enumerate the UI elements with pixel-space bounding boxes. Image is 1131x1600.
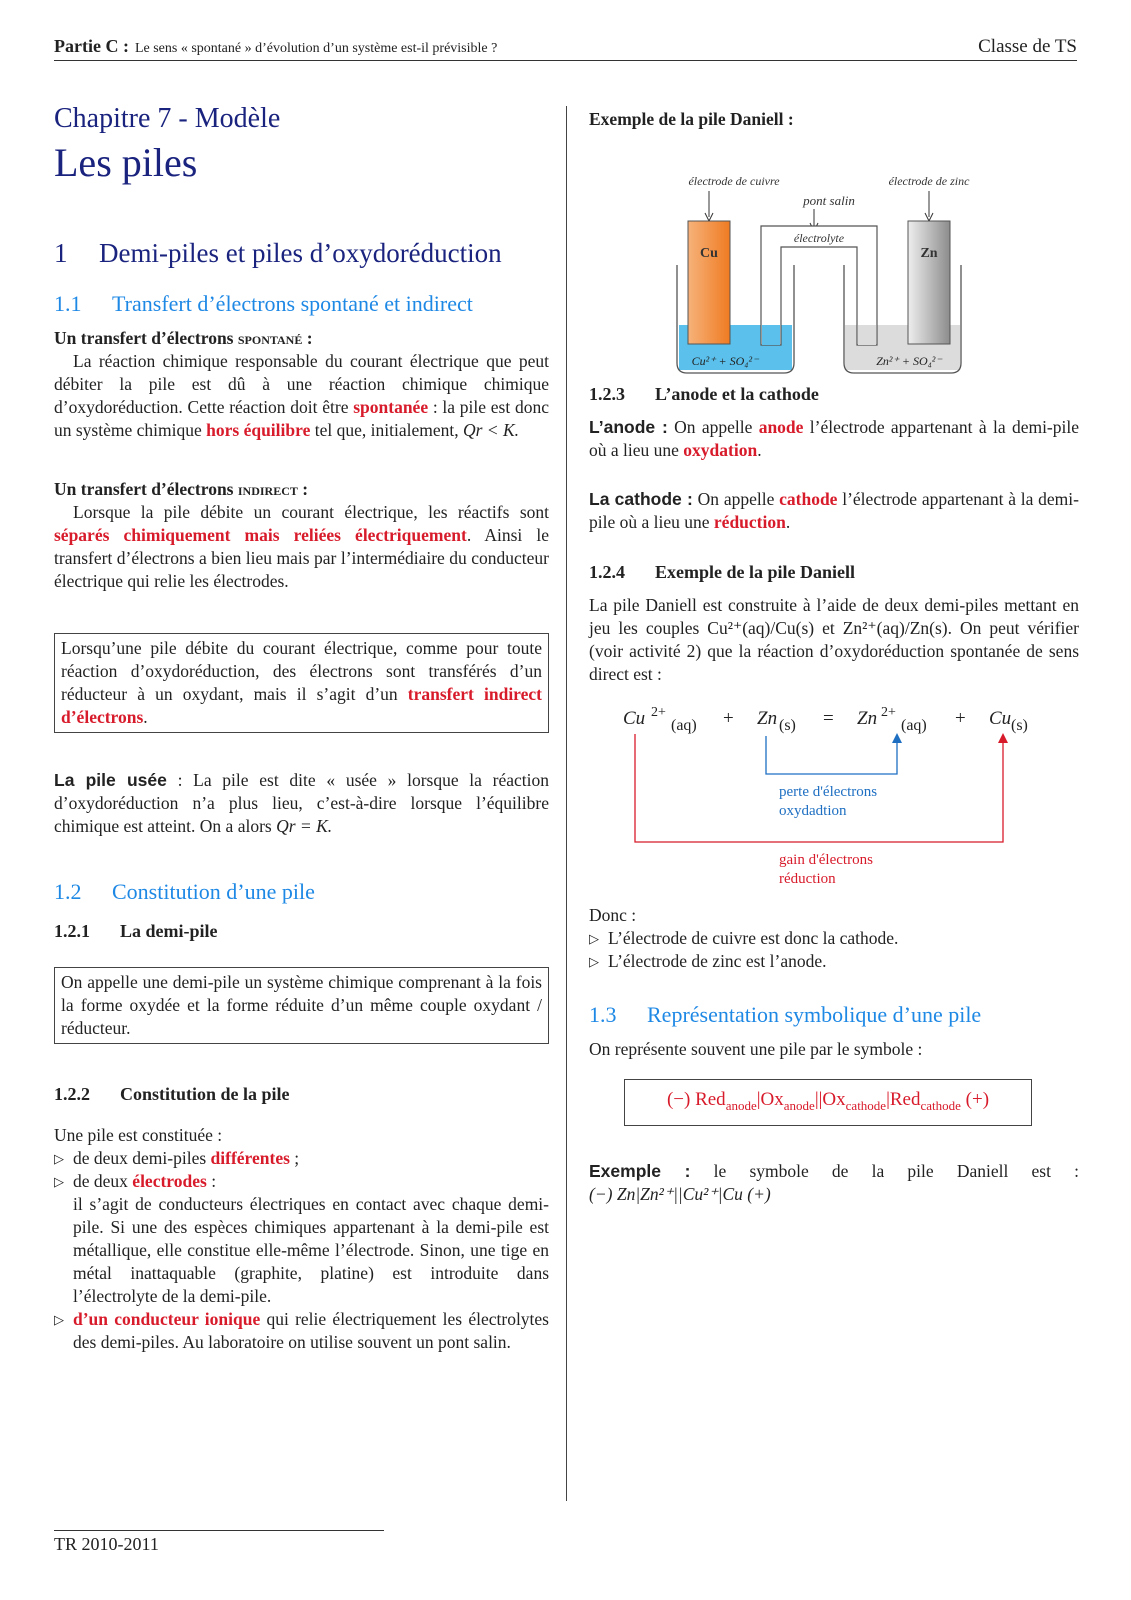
highlight-reduction: réduction — [713, 512, 786, 532]
highlight-anode: anode — [758, 417, 804, 437]
oxidation-arrow — [766, 736, 897, 774]
reaction-diagram — [589, 694, 1079, 894]
label-electrolyte: électrolyte — [793, 231, 845, 245]
column-divider — [566, 106, 567, 1501]
list-item: ▷ L’électrode de cuivre est donc la cathode. — [589, 927, 1079, 950]
paragraph-text: Lorsque la pile débite un courant électrique, les réactifs sont — [73, 502, 549, 522]
donc-intro: Donc : — [589, 905, 637, 925]
section-title: L’anode et la cathode — [655, 384, 819, 404]
chapter-heading: Chapitre 7 - Modèle — [54, 103, 281, 134]
constitution-block — [54, 1124, 549, 1354]
bridge-left-foot — [762, 325, 780, 345]
section-number: 1.2.4 — [589, 562, 625, 582]
anode-definition — [589, 416, 1079, 462]
symbol-sub: anode — [783, 1097, 815, 1113]
indirect-paragraph — [54, 501, 549, 593]
section-title: Constitution d’une pile — [112, 879, 315, 904]
state: (s) — [779, 717, 796, 734]
item-detail: il s’agit de conducteurs électriques en contact avec chaque demi-pile. Si une des espèces chimiques appartenant à la demi-pile est métallique, elle constitue elle-même l’électrode. Sinon, une tige en métal inattaquable (graphite, platine) est introduite dans l’électrolyte de la demi-pile. — [73, 1194, 549, 1306]
page-header — [54, 32, 1077, 61]
label-zn: Zn — [920, 246, 938, 261]
heading-colon: : — [297, 479, 309, 499]
pile-usee-paragraph — [54, 769, 549, 838]
symbol-intro: On représente souvent une pile par le symbole : — [589, 1039, 923, 1059]
definition-box-demi-pile: On appelle une demi-pile un système chimique comprenant à la fois la forme oxydée et la forme réduite d’un même couple oxydant / réducteur. — [54, 967, 549, 1044]
state: (s) — [1011, 717, 1028, 734]
label-zn-solution: Zn²⁺ + SO₄²⁻ — [876, 354, 942, 368]
paragraph-text: La réaction chimique responsable du courant électrique que peut débiter la pile est dû à une réaction chimique chimique d’oxydoréduction. Cette réaction doit être — [54, 351, 549, 417]
label-electrode-cuivre: électrode de cuivre — [688, 174, 780, 188]
highlight-oxydation: oxydation — [683, 440, 758, 460]
section-number: 1.2.3 — [589, 384, 625, 404]
item-text: ; — [289, 1148, 300, 1168]
symbol-part: |Ox — [756, 1089, 784, 1110]
loss-label: perte d'électrons — [779, 784, 878, 800]
spontane-block — [54, 327, 549, 442]
footer-rule — [54, 1530, 384, 1531]
section-number: 1.1 — [54, 291, 82, 316]
plus-sign: + — [955, 708, 966, 729]
box-end: . — [143, 707, 148, 727]
state: (aq) — [671, 717, 697, 734]
section-title: Exemple de la pile Daniell — [655, 562, 855, 582]
definition-text: l’électrode appartenant à la demi-pile où a lieu une — [589, 489, 1079, 532]
product-cu: Cu — [989, 708, 1012, 729]
right-column — [589, 108, 1079, 1206]
symbol-part: ||Ox — [814, 1089, 846, 1110]
highlight-transfert-indirect: transfert indirect d’électrons — [61, 684, 542, 727]
paragraph-text: . Ainsi le transfert d’électrons a bien lieu mais par l’intermédiaire du conducteur électrique qui relie les électrodes. — [54, 525, 549, 591]
arrow-head — [892, 733, 902, 743]
definition-text: l’électrode appartenant à la demi-pile où a lieu une — [589, 417, 1080, 460]
daniell-example-heading: Exemple de la pile Daniell : — [589, 109, 794, 129]
section-number: 1 — [54, 238, 68, 268]
copper-electrode — [688, 221, 730, 344]
daniell-paragraph: La pile Daniell est construite à l’aide de deux demi-piles mettant en jeu les couples Cu²⁺(aq)/Cu(s) et Zn²⁺(aq)/Zn(s). On peut vérifier (voir activité 2) que la réaction d’oxydoréduction spontanée de sens direct est : — [589, 595, 1079, 684]
label-electrode-zinc: électrode de zinc — [888, 174, 970, 188]
charge: 2+ — [881, 705, 896, 720]
section-1-2-4-heading — [589, 560, 1079, 584]
indirect-block — [54, 478, 549, 593]
constitution-list — [54, 1147, 549, 1354]
zinc-electrode — [908, 221, 950, 344]
symbol-sub: anode — [725, 1097, 757, 1113]
heading-text: Un transfert d’électrons — [54, 328, 238, 348]
section-1-2-1-heading — [54, 919, 549, 943]
highlight-cathode: cathode — [779, 489, 838, 509]
heading-text: Un transfert d’électrons — [54, 479, 238, 499]
reactant-cu-ion: Cu — [623, 708, 646, 729]
state: (aq) — [901, 717, 927, 734]
label-pont-salin: pont salin — [803, 193, 855, 208]
spontane-paragraph — [54, 350, 549, 442]
section-title: Transfert d’électrons spontané et indirect — [112, 291, 473, 316]
definition-end: . — [757, 440, 762, 460]
reduction-label: réduction — [779, 871, 836, 887]
item-text: : — [206, 1171, 217, 1191]
example-text: le symbole de la pile Daniell est : — [713, 1160, 1079, 1181]
heading-smallcaps: spontané — [237, 328, 303, 348]
spontane-heading — [54, 327, 549, 350]
highlight-differentes: différentes — [210, 1148, 290, 1168]
equal-sign: = — [823, 708, 834, 729]
section-title: Constitution de la pile — [120, 1084, 290, 1104]
highlight-hors-equilibre: hors équilibre — [206, 420, 311, 440]
section-number: 1.2.1 — [54, 921, 90, 941]
charge: 2+ — [651, 705, 666, 720]
donc-list — [589, 927, 1079, 973]
highlight-separes: séparés chimiquement mais reliées électriquement — [54, 525, 467, 545]
symbol-box — [624, 1079, 1032, 1126]
example-label: Exemple : — [589, 1160, 691, 1181]
section-1-2-2-heading — [54, 1082, 549, 1106]
indirect-heading — [54, 478, 549, 501]
item-text: de deux — [73, 1171, 133, 1191]
box-text: Lorsqu’une pile débite du courant électrique, comme pour toute réaction d’oxydoréduction, des électrons sont transférés d’un réducteur à un oxydant, mais il s’agit d’un — [61, 638, 542, 704]
math-qr-eq-k: Qr = K. — [276, 816, 333, 836]
highlight-conducteur-ionique: d’un conducteur ionique — [73, 1309, 261, 1329]
section-1-heading — [54, 236, 549, 270]
section-1-2-heading — [54, 878, 549, 905]
arrow-head — [998, 733, 1008, 743]
example-formula: (−) Zn|Zn²⁺||Cu²⁺|Cu (+) — [589, 1183, 771, 1204]
oxidation-label: oxydadtion — [779, 803, 847, 819]
item-text: de deux demi-piles — [73, 1148, 211, 1168]
label-cu: Cu — [700, 246, 718, 261]
definition-text: On appelle — [692, 489, 780, 509]
bridge-right-foot — [858, 325, 876, 345]
gain-label: gain d'électrons — [779, 852, 873, 868]
math-qr-k: Qr < K. — [462, 420, 520, 440]
heading-smallcaps: indirect — [237, 479, 298, 499]
cathode-label: La cathode : — [589, 489, 693, 509]
item-text: qui relie électriquement les électrolytes des demi-piles. Au laboratoire on utilise souvent un pont salin. — [73, 1309, 549, 1352]
example-paragraph — [589, 1160, 1079, 1183]
symbol-sub: cathode — [920, 1097, 961, 1113]
page-title: Les piles — [54, 140, 198, 185]
footer-text: TR 2010-2011 — [54, 1534, 159, 1554]
section-1-1-heading — [54, 290, 549, 317]
definition-end: . — [785, 512, 791, 532]
header-part-label: Partie C : — [54, 36, 129, 56]
section-1-3-heading — [589, 1001, 1079, 1028]
product-zn-ion: Zn — [857, 708, 878, 729]
section-1-2-3-heading — [589, 382, 1079, 406]
list-item — [54, 1147, 549, 1170]
left-column — [54, 100, 549, 1354]
definition-text: On appelle — [667, 417, 759, 437]
list-item — [54, 1170, 549, 1308]
list-item: ▷ L’électrode de zinc est l’anode. — [589, 950, 1079, 973]
plus-sign: + — [723, 708, 734, 729]
daniell-cell-diagram — [589, 135, 1079, 368]
header-part-subtitle: Le sens « spontané » d’évolution d’un système est-il prévisible ? — [134, 41, 498, 56]
header-class-label: Classe de TS — [978, 36, 1077, 57]
section-title: Représentation symbolique d’une pile — [647, 1002, 982, 1027]
paragraph-text: : La pile est dite « usée » lorsque la réaction d’oxydoréduction n’a plus lieu, c’est-à-dire lorsque l’équilibre chimique est atteint. On a alors — [54, 770, 549, 836]
definition-box-indirect-transfer — [54, 633, 549, 733]
section-number: 1.2.2 — [54, 1084, 90, 1104]
cathode-definition — [589, 488, 1079, 534]
pile-usee-label: La pile usée — [54, 770, 167, 790]
symbol-part: (+) — [960, 1089, 990, 1110]
section-title: Demi-piles et piles d’oxydoréduction — [99, 238, 502, 268]
symbol-sub: cathode — [845, 1097, 887, 1113]
list-item — [54, 1308, 549, 1354]
section-number: 1.2 — [54, 879, 82, 904]
section-number: 1.3 — [589, 1002, 617, 1027]
reactant-zn: Zn — [757, 708, 778, 729]
label-cu-solution: Cu²⁺ + SO₄²⁻ — [691, 354, 759, 368]
section-title: La demi-pile — [120, 921, 218, 941]
donc-block — [589, 904, 1079, 973]
symbol-part: |Red — [886, 1089, 921, 1110]
symbol-part: (−) Red — [666, 1089, 726, 1110]
heading-colon: : — [302, 328, 313, 348]
paragraph-text: : la pile est donc un système chimique — [54, 397, 549, 440]
anode-label: L’anode : — [589, 417, 668, 437]
highlight-electrodes: électrodes — [132, 1171, 207, 1191]
highlight-spontanee: spontanée — [353, 397, 429, 417]
paragraph-text: tel que, initialement, — [310, 420, 463, 440]
header-part — [54, 36, 497, 57]
constitution-intro: Une pile est constituée : — [54, 1125, 223, 1145]
